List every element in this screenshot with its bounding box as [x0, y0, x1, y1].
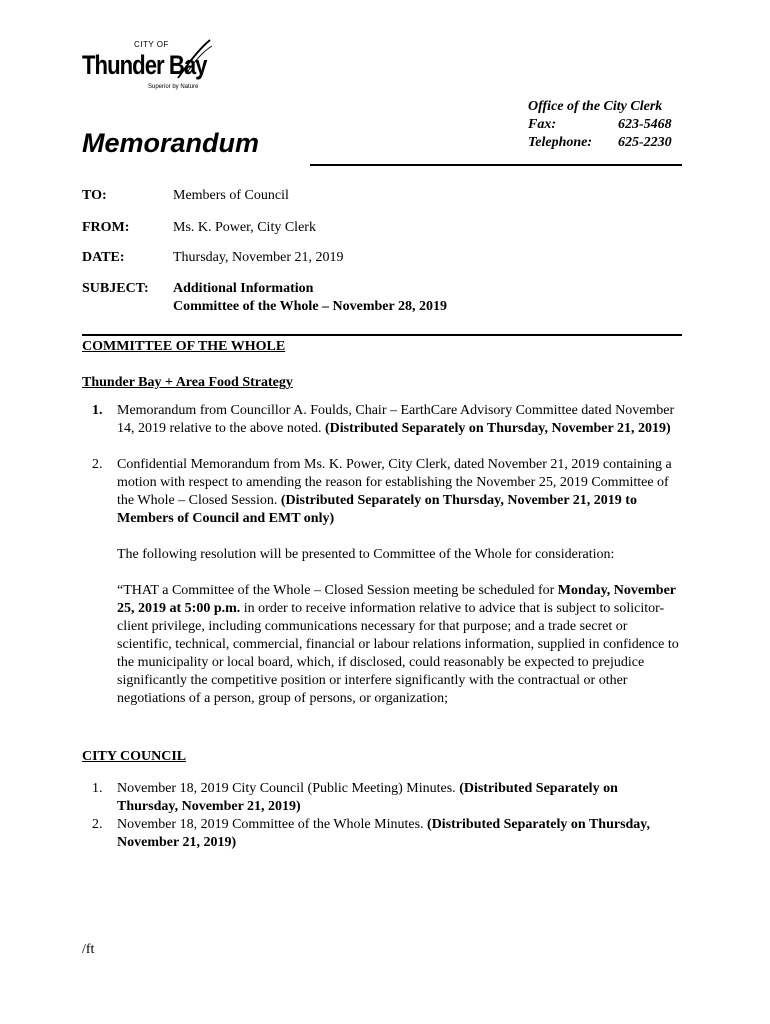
office-info — [528, 98, 672, 152]
food-strategy-heading: Thunder Bay + Area Food Strategy — [82, 375, 293, 390]
cow-heading: COMMITTEE OF THE WHOLE — [82, 339, 286, 354]
cow-item-1-distribution: (Distributed Separately on Thursday, November 21, 2019) — [325, 421, 671, 436]
council-item-1-number: 1. — [92, 781, 103, 796]
office-name: Office of the City Clerk — [528, 99, 663, 114]
council-heading: CITY COUNCIL — [82, 749, 187, 764]
from-value: Ms. K. Power, City Clerk — [173, 220, 316, 235]
fax-number: 623-5468 — [618, 117, 672, 132]
subject-label: SUBJECT: — [82, 281, 149, 296]
date-label: DATE: — [82, 250, 125, 265]
subject-line-2: Committee of the Whole – November 28, 2019 — [173, 299, 447, 314]
fax-row — [528, 116, 672, 134]
resolution-text — [82, 582, 682, 708]
council-item-1-distribution: (Distributed Separately on Thursday, November 21, 2019) — [117, 781, 618, 814]
council-list-item-1 — [82, 780, 682, 816]
resolution-start: “THAT a Committee of the Whole – Closed Session meeting be scheduled for — [117, 583, 555, 598]
to-value: Members of Council — [173, 188, 289, 203]
fields-rule — [82, 334, 682, 336]
resolution-end: in order to receive information relative to advice that is subject to solicitor-client privilege, including communications necessary for that purpose; and a trade secret or scientific, technical, commercial, financial or labour relations information, supplied in confidence to the municipality or local board, which, if disclosed, could reasonably be expected to prejudice significantly the competitive position or interfere significantly with the contractual or other negotiations of a person, group of persons, or organization; — [117, 601, 679, 706]
footer-initials: /ft — [82, 942, 95, 957]
cow-list-item-1 — [82, 402, 682, 438]
cow-item-2-distribution: (Distributed Separately on Thursday, November 21, 2019 to Members of Council and EMT only) — [117, 493, 637, 526]
cow-item-1-text: Memorandum from Councillor A. Foulds, Chair – EarthCare Advisory Committee dated November 14, 2019 relative to the above noted. — [117, 403, 675, 436]
cow-item-2-number: 2. — [92, 457, 103, 472]
date-value: Thursday, November 21, 2019 — [173, 250, 344, 265]
cow-item-1-number: 1. — [92, 403, 103, 418]
council-item-2-number: 2. — [92, 817, 103, 832]
cow-item-2-text: Confidential Memorandum from Ms. K. Power, City Clerk, dated November 21, 2019 containing a motion with respect to amending the reason for establishing the November 25, 2019 Committee of the Whole – Closed Session. — [117, 457, 672, 508]
cow-list-item-2 — [82, 456, 682, 528]
council-item-1-text: November 18, 2019 City Council (Public Meeting) Minutes. — [117, 781, 456, 796]
memo-title: Memorandum — [82, 128, 260, 158]
resolution-intro: The following resolution will be presented to Committee of the Whole for consideration: — [117, 547, 615, 562]
resolution-meeting-time: Monday, November 25, 2019 at 5:00 p.m. — [117, 583, 676, 616]
council-item-2-distribution: (Distributed Separately on Thursday, November 21, 2019) — [117, 817, 651, 850]
city-logo — [82, 40, 227, 100]
telephone-row — [528, 134, 672, 152]
council-list-item-2 — [82, 816, 682, 852]
from-label: FROM: — [82, 220, 130, 235]
header-rule — [310, 164, 682, 166]
to-label: TO: — [82, 188, 107, 203]
telephone-number: 625-2230 — [618, 135, 672, 150]
logo-city-of: CITY OF — [134, 40, 169, 49]
council-item-2-text: November 18, 2019 Committee of the Whole Minutes. — [117, 817, 424, 832]
fax-label: Fax: — [528, 117, 556, 132]
logo-name: Thunder Bay — [82, 50, 207, 80]
telephone-label: Telephone: — [528, 135, 593, 150]
memo-body — [82, 338, 682, 852]
logo-tagline: Superior by Nature — [148, 84, 199, 90]
subject-line-1: Additional Information — [173, 281, 314, 296]
